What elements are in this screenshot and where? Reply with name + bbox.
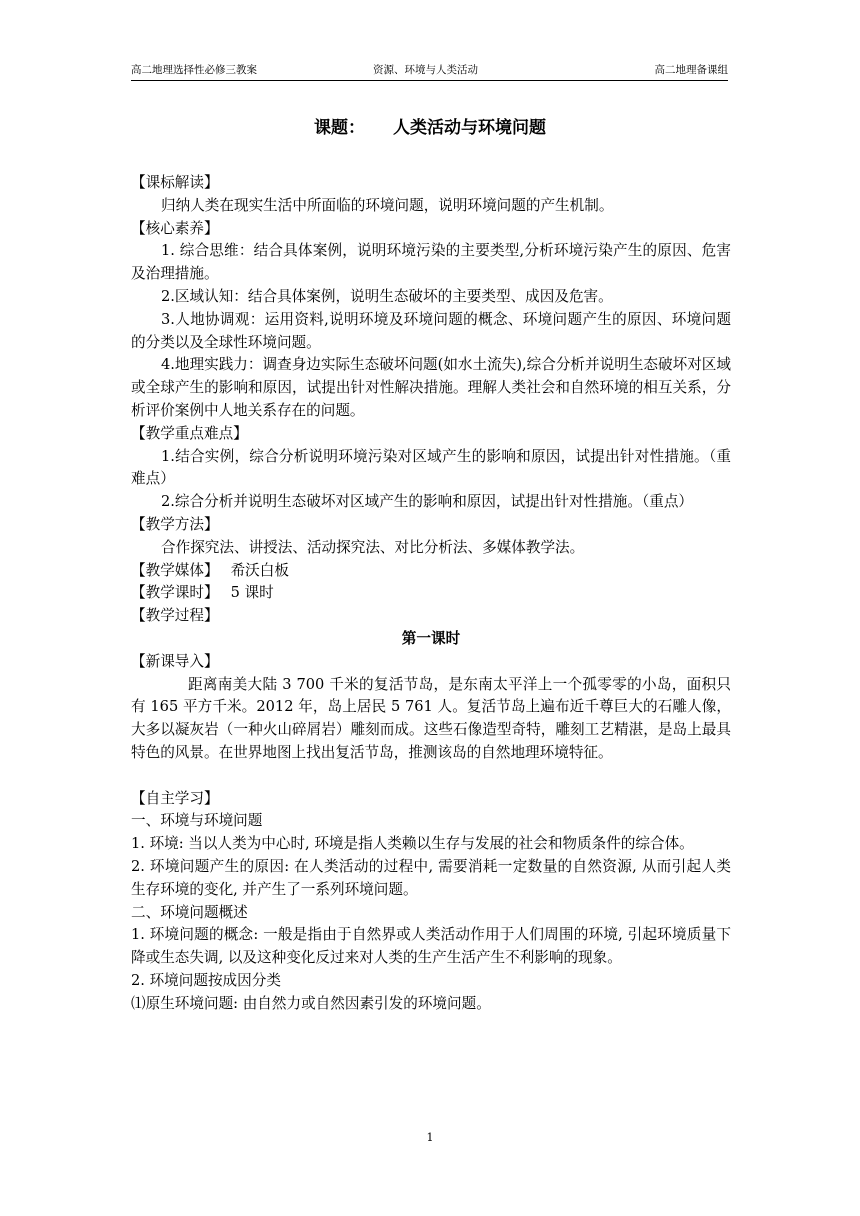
hexin-item-3: 3.人地协调观：运用资料,说明环境及环境问题的概念、环境问题产生的原因、环境问题的分类以及全球性环境问题。: [131, 310, 731, 351]
section-heading-daoru: 【新课导入】: [131, 652, 219, 670]
section-heading-hexin: 【核心素养】: [131, 219, 219, 237]
section-heading-zizhu: 【自主学习】: [131, 789, 219, 807]
part2-item-1: 1. 环境问题的概念: 一般是指由于自然界或人类活动作用于人们周围的环境, 引起环境质量下降或生态失调, 以及这种变化反过来对人类的生产生活产生不利影响的现象。: [131, 926, 731, 967]
keshi-line: [131, 582, 731, 605]
fangfa-text: 合作探究法、讲授法、活动探究法、对比分析法、多媒体教学法。: [161, 538, 585, 556]
keshi-text: 5 课时: [230, 584, 274, 602]
zhongdian-item-2: 2.综合分析并说明生态破坏对区域产生的影响和原因，试提出针对性措施。（重点）: [161, 493, 694, 511]
page-number: 1: [426, 1131, 434, 1144]
section-heading-guocheng: 【教学过程】: [131, 607, 219, 625]
header-rule: [131, 80, 728, 81]
page-title: [0, 116, 860, 140]
section-heading-fangfa: 【教学方法】: [131, 515, 219, 533]
section-heading-meiti: 【教学媒体】: [131, 561, 219, 579]
meiti-text: 希沃白板: [230, 561, 289, 579]
part2-item-3: ⑴原生环境问题: 由自然力或自然因素引发的环境问题。: [131, 994, 491, 1012]
kebiao-text: 归纳人类在现实生活中所面临的环境问题，说明环境问题的产生机制。: [161, 196, 614, 214]
title-text: 人类活动与环境问题: [393, 118, 546, 138]
hexin-item-4: 4.地理实践力：调查身边实际生态破坏问题(如水土流失),综合分析并说明生态破坏对区域或全球产生的影响和原因，试提出针对性解决措施。理解人类社会和自然环境的相互关系，分析评价案例中人地关系存在的问题。: [131, 356, 731, 419]
header-left: 高二地理选择性必修三教案: [131, 64, 257, 76]
part2-item-2: 2. 环境问题按成因分类: [131, 971, 281, 989]
part1-item-1: 1. 环境: 当以人类为中心时, 环境是指人类赖以生存与发展的社会和物质条件的综合体。: [131, 835, 694, 853]
header-right: 高二地理备课组: [654, 64, 728, 76]
title-label: 课题：: [314, 118, 365, 138]
document-body: [131, 172, 731, 1015]
zhongdian-item-1: 1.结合实例，综合分析说明环境污染对区域产生的影响和原因，试提出针对性措施。（重难点）: [131, 447, 731, 488]
meiti-line: [131, 560, 731, 583]
part2-heading: 二、环境问题概述: [131, 903, 248, 921]
hexin-item-2: 2.区域认知：结合具体案例，说明生态破坏的主要类型、成因及危害。: [161, 287, 613, 305]
lesson-title: 第一课时: [401, 629, 461, 647]
part1-heading: 一、环境与环境问题: [131, 812, 263, 830]
section-heading-kebiao: 【课标解读】: [131, 174, 219, 191]
daoru-text: 距离南美大陆 3 700 千米的复活节岛，是东南太平洋上一个孤零零的小岛，面积只有 165 平方千米。2012 年，岛上居民 5 761 人。复活节岛上遍布近千尊巨大的石雕人像，大多以凝灰岩（一种火山碎屑岩）雕刻而成。这些石像造型奇特，雕刻工艺精湛，是岛上最具特色的风景。在世界地图上找出复活节岛，推测该岛的自然地理环境特征。: [131, 675, 731, 761]
section-heading-keshi: 【教学课时】: [131, 584, 219, 602]
hexin-item-1: 1. 综合思维：结合具体案例，说明环境污染的主要类型,分析环境污染产生的原因、危害及治理措施。: [131, 242, 731, 283]
page-header: [131, 62, 728, 78]
header-center: 资源、环境与人类活动: [373, 64, 478, 76]
part1-item-2: 2. 环境问题产生的原因: 在人类活动的过程中, 需要消耗一定数量的自然资源, 从而引起人类生存环境的变化, 并产生了一系列环境问题。: [131, 857, 731, 898]
section-heading-zhongdian: 【教学重点难点】: [131, 424, 248, 442]
